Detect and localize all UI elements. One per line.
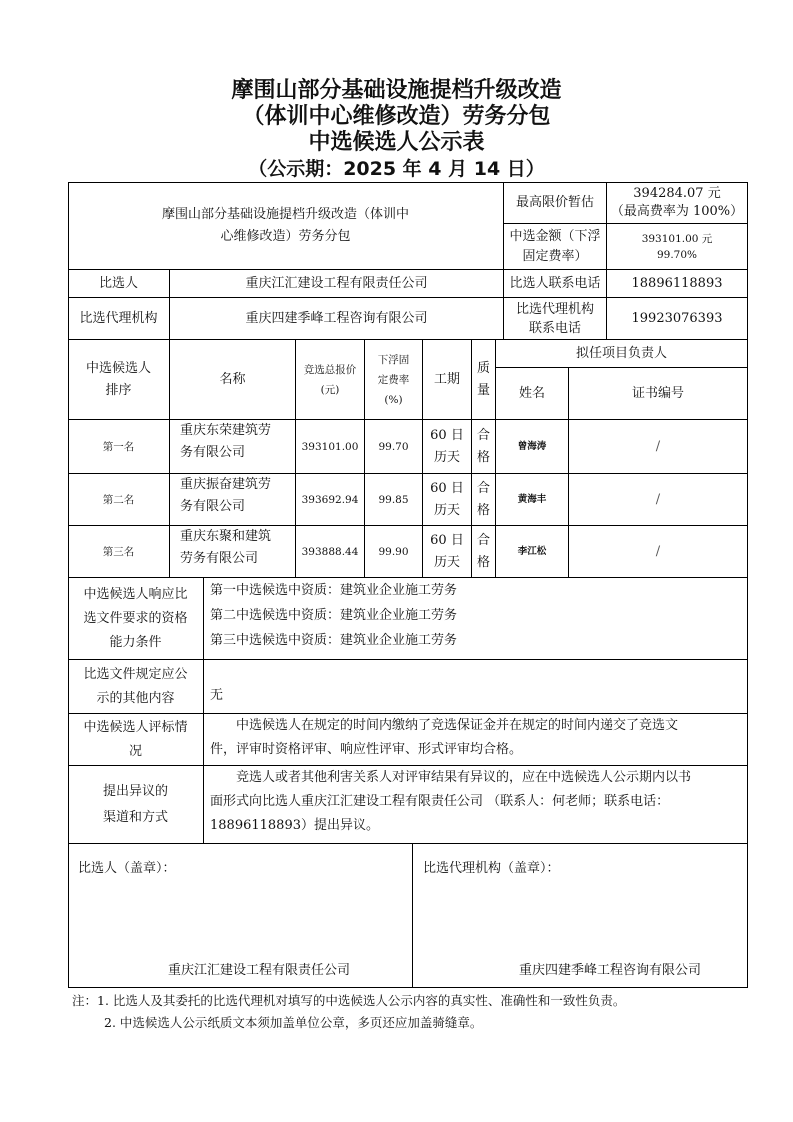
doc-title-line-3: 中选候选人公示表 [308, 130, 485, 155]
candidate-1-cert: / [569, 420, 748, 474]
agent-label: 比选代理机构 [68, 298, 170, 340]
objection-label: 提出异议的 渠道和方式 [68, 766, 204, 844]
selector-stamp-area [68, 844, 413, 988]
candidate-3-manager: 李江松 [496, 526, 569, 578]
note-2: 2. 中选候选人公示纸质文本须加盖单位公章，多页还应加盖骑缝章。 [104, 1015, 483, 1030]
candidate-2-rank: 第二名 [68, 474, 170, 526]
candidate-2-quality: 合 格 [472, 474, 496, 526]
project-name: 摩围山部分基础设施提档升级改造（体训中心维修改造）劳务分包 [68, 182, 504, 270]
selector-phone-label: 比选人联系电话 [504, 270, 607, 298]
cert-header: 证书编号 [569, 368, 748, 420]
candidate-3-period: 60 日 历天 [423, 526, 472, 578]
candidate-3-name: 重庆东聚和建筑 劳务有限公司 [170, 526, 296, 578]
evaluation-label: 中选候选人评标情 况 [68, 714, 204, 766]
candidate-1-rank: 第一名 [68, 420, 170, 474]
candidate-3-quality: 合 格 [472, 526, 496, 578]
selector-label: 比选人 [68, 270, 170, 298]
doc-title-line-2: （体训中心维修改造）劳务分包 [242, 104, 551, 129]
win-amount-value: 393101.00 元 [641, 232, 713, 245]
win-rate-value: 99.70% [656, 248, 698, 261]
candidate-3-price: 393888.44 [296, 526, 365, 578]
candidate-3-rank: 第三名 [68, 526, 170, 578]
qualification-line-2: 第二中选候选中资质：建筑业企业施工劳务 [210, 608, 458, 623]
agent-value: 重庆四建季峰工程咨询有限公司 [170, 298, 504, 340]
candidate-2-name: 重庆振奋建筑劳 务有限公司 [170, 474, 296, 526]
agent-stamp-label: 比选代理机构（盖章）： [423, 861, 560, 876]
manager-header: 拟任项目负责人 [496, 340, 748, 368]
candidate-1-name: 重庆东荣建筑劳 务有限公司 [170, 420, 296, 474]
doc-title-line-1: 摩围山部分基础设施提档升级改造 [231, 78, 562, 103]
objection-value: 竞选人或者其他利害关系人对评审结果有异议的，应在中选候选人公示期内以书 面形式向比选人重庆江汇建设工程有限责任公司 （联系人：何老师；联系电话： 18896118893）提出异议。 [204, 766, 748, 844]
max-price-label: 最高限价暂估 [504, 182, 607, 224]
candidate-1-price: 393101.00 [296, 420, 365, 474]
publicity-period: （公示期：2025 年 4 月 14 日） [248, 158, 545, 180]
qualification-line-1: 第一中选候选中资质：建筑业企业施工劳务 [210, 583, 458, 598]
quality-header: 质 量 [472, 340, 496, 420]
candidate-2-cert: / [569, 474, 748, 526]
rank-header: 中选候选人 排序 [68, 340, 170, 420]
agent-phone-value: 19923076393 [607, 298, 748, 340]
candidate-2-rate: 99.85 [365, 474, 423, 526]
price-header: 竞选总报价 (元) [296, 340, 365, 420]
candidate-3-rate: 99.90 [365, 526, 423, 578]
evaluation-value: 中选候选人在规定的时间内缴纳了竞选保证金并在规定的时间内递交了竞选文 件，评审时资格评审、响应性评审、形式评审均合格。 [204, 714, 748, 766]
selector-stamp-name: 重庆江汇建设工程有限责任公司 [168, 963, 351, 978]
candidate-1-manager: 曾海涛 [496, 420, 569, 474]
candidate-1-rate: 99.70 [365, 420, 423, 474]
qualification-line-3: 第三中选候选中资质：建筑业企业施工劳务 [210, 633, 458, 648]
agent-stamp-area [413, 844, 748, 988]
rate-header: 下浮固 定费率 (%) [365, 340, 423, 420]
win-amount-label: 中选金额（下浮 固定费率） [504, 224, 607, 270]
other-label: 比选文件规定应公 示的其他内容 [68, 660, 204, 714]
candidate-3-cert: / [569, 526, 748, 578]
candidate-2-price: 393692.94 [296, 474, 365, 526]
manager-name-header: 姓名 [496, 368, 569, 420]
selector-value: 重庆江汇建设工程有限责任公司 [170, 270, 504, 298]
note-1: 注：1. 比选人及其委托的比选代理机对填写的中选候选人公示内容的真实性、准确性和一致性负责。 [72, 993, 626, 1008]
name-header: 名称 [170, 340, 296, 420]
candidate-1-period: 60 日 历天 [423, 420, 472, 474]
selector-phone-value: 18896118893 [607, 270, 748, 298]
agent-stamp-name: 重庆四建季峰工程咨询有限公司 [519, 963, 702, 978]
agent-phone-label: 比选代理机构 联系电话 [504, 298, 607, 340]
candidate-2-manager: 黄海丰 [496, 474, 569, 526]
candidate-2-period: 60 日 历天 [423, 474, 472, 526]
max-price-value: 394284.07 元 [633, 185, 721, 201]
candidate-1-quality: 合 格 [472, 420, 496, 474]
selector-stamp-label: 比选人（盖章）： [78, 861, 176, 876]
other-value: 无 [204, 660, 748, 714]
max-price-note: （最高费率为 100%） [610, 203, 744, 219]
qualification-value [204, 578, 748, 660]
max-price-cell [607, 182, 748, 224]
qualification-label: 中选候选人响应比 选文件要求的资格 能力条件 [68, 578, 204, 660]
win-amount-cell [607, 224, 748, 270]
period-header: 工期 [423, 340, 472, 420]
